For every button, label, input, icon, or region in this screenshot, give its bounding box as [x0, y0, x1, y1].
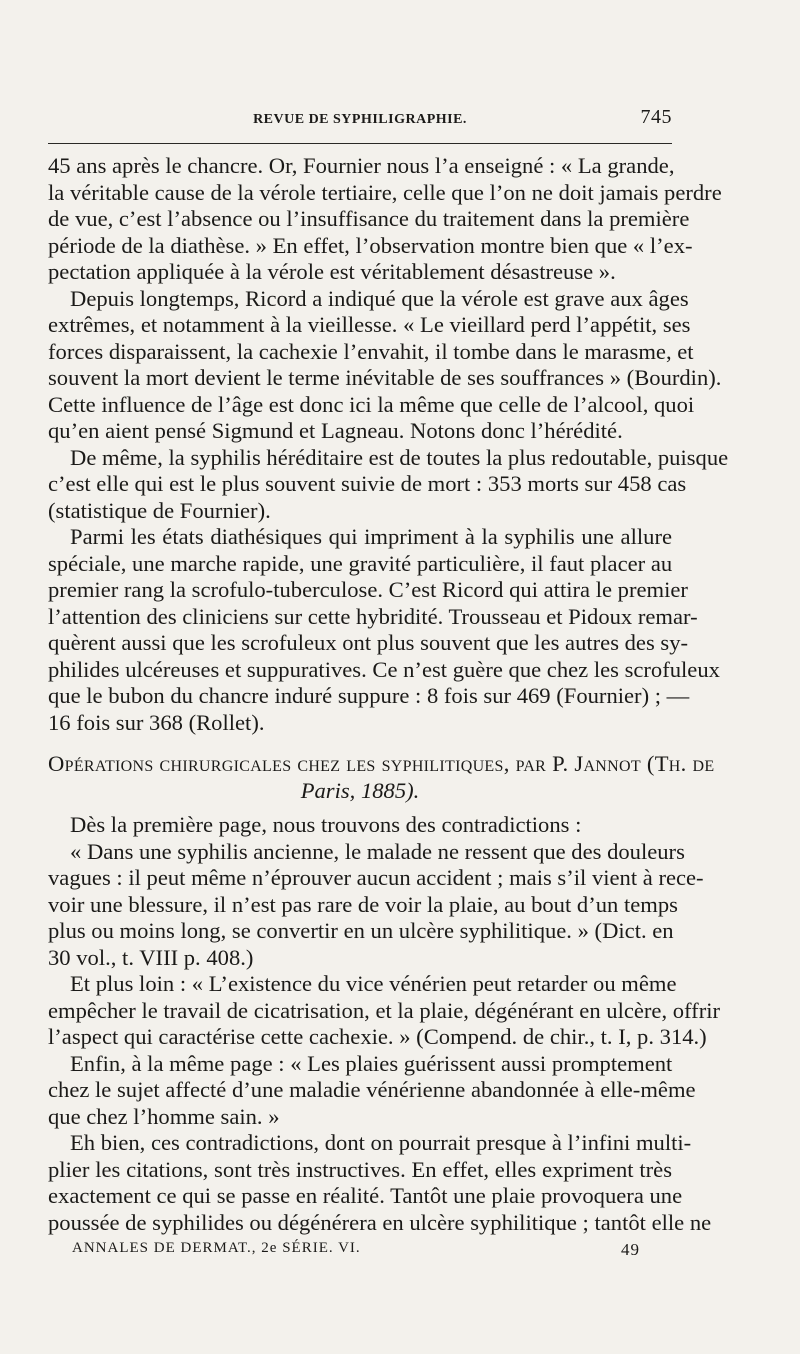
text-line: qu’en aient pensé Sigmund et Lagneau. Notons donc l’hérédité.: [48, 418, 623, 443]
page-number: 745: [640, 106, 672, 128]
section-gap: [48, 804, 672, 812]
running-title: REVUE DE SYPHILIGRAPHIE.: [253, 112, 467, 127]
text-line: Parmi les états diathésiques qui impriment à la syphilis une allure: [70, 524, 672, 549]
header-rule: [48, 143, 672, 144]
text-line: Enfin, à la même page : « Les plaies guérissent aussi promptement: [70, 1050, 673, 1076]
text-line: Depuis longtemps, Ricord a indiqué que la vérole est grave aux âges: [70, 285, 689, 311]
running-header: [48, 106, 672, 134]
text-line: « Dans une syphilis ancienne, le malade ne ressent que des douleurs: [70, 838, 685, 864]
text-line: Cette influence de l’âge est donc ici la même que celle de l’alcool, quoi: [48, 391, 695, 417]
text-line: premier rang la scrofulo-tuberculose. C’est Ricord qui attira le premier: [48, 577, 688, 602]
text-line: l’aspect qui caractérise cette cachexie. » (Compend. de chir., t. I, p. 314.): [48, 1024, 707, 1049]
text-line: empêcher le travail de cicatrisation, et la plaie, dégénérant en ulcère, offrir: [48, 997, 721, 1023]
text-line: De même, la syphilis héréditaire est de toutes la plus redoutable, puisque: [70, 444, 729, 470]
section-title-line-2: Paris, 1885).: [300, 777, 420, 803]
section-title-line-1: Opérations chirurgicales chez les syphilitiques, par P. Jannot (Th. de: [48, 751, 715, 776]
text-line: que chez l’homme sain. »: [48, 1103, 280, 1129]
text-line: 30 vol., t. VIII p. 408.): [48, 944, 254, 970]
text-line: vagues : il peut même n’éprouver aucun accident ; mais s’il vient à rece-: [48, 865, 704, 890]
text-line: Dès la première page, nous trouvons des contradictions :: [70, 812, 582, 837]
text-line: 16 fois sur 368 (Rollet).: [48, 709, 265, 735]
section-gap: [48, 736, 672, 751]
text-line: plier les citations, sont très instructives. En effet, elles expriment très: [48, 1156, 672, 1182]
signature-mark: 49: [621, 1240, 640, 1259]
text-line: de vue, c’est l’absence ou l’insuffisance du traitement dans la première: [48, 206, 690, 231]
text-line: la véritable cause de la vérole tertiaire, celle que l’on ne doit jamais perdre: [48, 179, 722, 205]
text-line: plus ou moins long, se convertir en un ulcère syphilitique. » (Dict. en: [48, 918, 674, 943]
text-line: spéciale, une marche rapide, une gravité particulière, il faut placer au: [48, 550, 673, 576]
text-line: exactement ce qui se passe en réalité. Tantôt une plaie provoquera une: [48, 1183, 683, 1208]
text-line: période de la diathèse. » En effet, l’observation montre bien que « l’ex-: [48, 232, 693, 258]
page-footer: [72, 1240, 640, 1262]
text-line: pectation appliquée à la vérole est véritablement désastreuse ».: [48, 259, 616, 284]
text-line: quèrent aussi que les scrofuleux ont plus souvent que les autres des sy-: [48, 630, 689, 655]
text-line: c’est elle qui est le plus souvent suivie de mort : 353 morts sur 458 cas: [48, 471, 687, 496]
text-line: Eh bien, ces contradictions, dont on pourrait presque à l’infini multi-: [70, 1130, 692, 1155]
text-line: forces disparaissent, la cachexie l’envahit, il tombe dans le marasme, et: [48, 338, 694, 364]
text-line: 45 ans après le chancre. Or, Fournier nous l’a enseigné : « La grande,: [48, 153, 675, 178]
text-line: chez le sujet affecté d’une maladie vénérienne abandonnée à elle-même: [48, 1077, 696, 1102]
text-line: voir une blessure, il n’est pas rare de voir la plaie, au bout d’un temps: [48, 891, 678, 917]
text-line: que le bubon du chancre induré suppure : 8 fois sur 469 (Fournier) ; —: [48, 683, 690, 708]
text-line: souvent la mort devient le terme inévitable de ses souffrances » (Bourdin).: [48, 365, 722, 390]
article-body: [48, 153, 729, 1236]
footer-journal: ANNALES DE DERMAT., 2e SÉRIE. VI.: [72, 1240, 361, 1256]
text-line: extrêmes, et notamment à la vieillesse. « Le vieillard perd l’appétit, ses: [48, 312, 691, 337]
text-line: l’attention des cliniciens sur cette hybridité. Trousseau et Pidoux remar-: [48, 603, 698, 629]
text-line: poussée de syphilides ou dégénérera en ulcère syphilitique ; tantôt elle ne: [48, 1209, 712, 1235]
text-line: (statistique de Fournier).: [48, 497, 271, 523]
text-line: philides ulcéreuses et suppuratives. Ce n’est guère que chez les scrofuleux: [48, 656, 720, 682]
text-line: Et plus loin : « L’existence du vice vénérien peut retarder ou même: [70, 971, 677, 996]
